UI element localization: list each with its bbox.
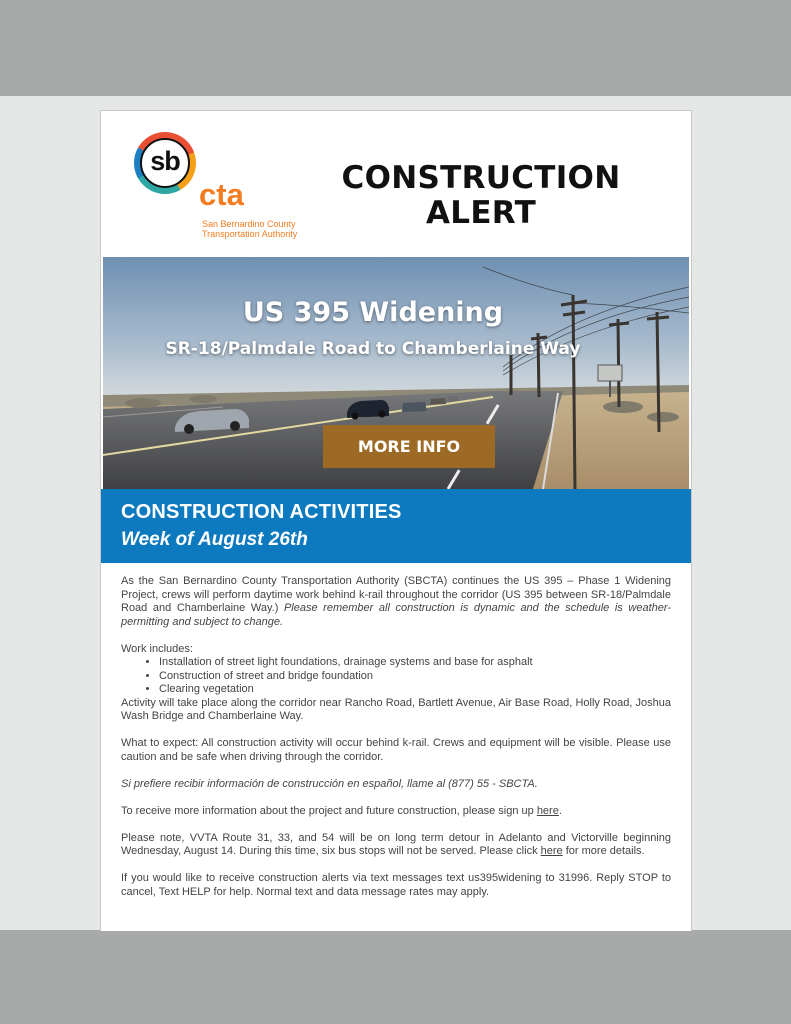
vvta-detour-paragraph: Please note, VVTA Route 31, 33, and 54 will be on long term detour in Adelanto and Victorville beginning Wednesday, August 14. During this time, six bus stops will not be served. Please click here for more details.: [121, 831, 671, 857]
logo-sb-text: sb: [150, 146, 180, 176]
spanish-info-paragraph: Si prefiere recibir información de construcción en español, llame al (877) 55 - SBCTA.: [121, 777, 538, 790]
hero-title: US 395 Widening: [242, 297, 504, 328]
work-includes-label: Work includes:: [121, 642, 193, 655]
signup-here-link[interactable]: here: [536, 804, 559, 817]
construction-activities-banner: [101, 489, 691, 563]
list-item: • Clearing vegetation: [159, 683, 671, 697]
sbcta-logo[interactable]: [131, 129, 316, 244]
list-item: • Construction of street and bridge foundation: [159, 670, 671, 684]
text-alerts-paragraph: If you would like to receive construction alerts via text messages text us395widening to 31996. Reply STOP to cancel, Text HELP for help. Normal text and data message rates may apply.: [121, 872, 671, 898]
work-items-list: [121, 656, 671, 697]
schedule-disclaimer: Please remember all construction is dynamic and the schedule is weather-permitting and subject to change.: [121, 602, 671, 628]
email-container: [100, 110, 692, 931]
signup-paragraph: To receive more information about the project and future construction, please sign up here.: [121, 804, 562, 817]
activities-heading: CONSTRUCTION ACTIVITIES: [121, 501, 402, 523]
vvta-here-link[interactable]: here: [540, 845, 563, 857]
email-header: [101, 111, 691, 257]
what-to-expect-paragraph: What to expect: All construction activity will occur behind k-rail. Crews and equipment will be visible. Please use caution and be safe when driving through the corridor.: [121, 737, 671, 763]
intro-paragraph: As the San Bernardino County Transportation Authority (SBCTA) continues the US 395 – Phase 1 Widening Project, crews will perform daytime work behind k-rail throughout the corridor (US 395 between SR-18/Palmdale Road and Chamberlaine Way.) Please remember all construction is dynamic and the schedule is weather-permitting and subject to change.: [121, 575, 671, 628]
hero-subtitle: SR-18/Palmdale Road to Chamberlaine Way: [165, 339, 581, 359]
logo-ring-icon: [134, 132, 196, 194]
activities-week: Week of August 26th: [121, 529, 308, 550]
list-item: • Installation of street light foundations, drainage systems and base for asphalt: [159, 656, 671, 670]
email-body: [121, 575, 671, 913]
hero-banner[interactable]: [103, 257, 689, 489]
logo-cta-text: cta: [199, 177, 244, 212]
construction-alert-title: CONSTRUCTION ALERT: [341, 160, 621, 231]
logo-subtitle: San Bernardino County Transportation Authority: [202, 219, 298, 239]
bottom-gray-band: [0, 930, 791, 1024]
activity-location-paragraph: Activity will take place along the corridor near Rancho Road, Bartlett Avenue, Air Base Road, Holly Road, Joshua Wash Bridge and Chamberlaine Way.: [121, 696, 671, 722]
more-info-button[interactable]: MORE INFO: [323, 425, 495, 468]
top-gray-band: [0, 0, 791, 96]
